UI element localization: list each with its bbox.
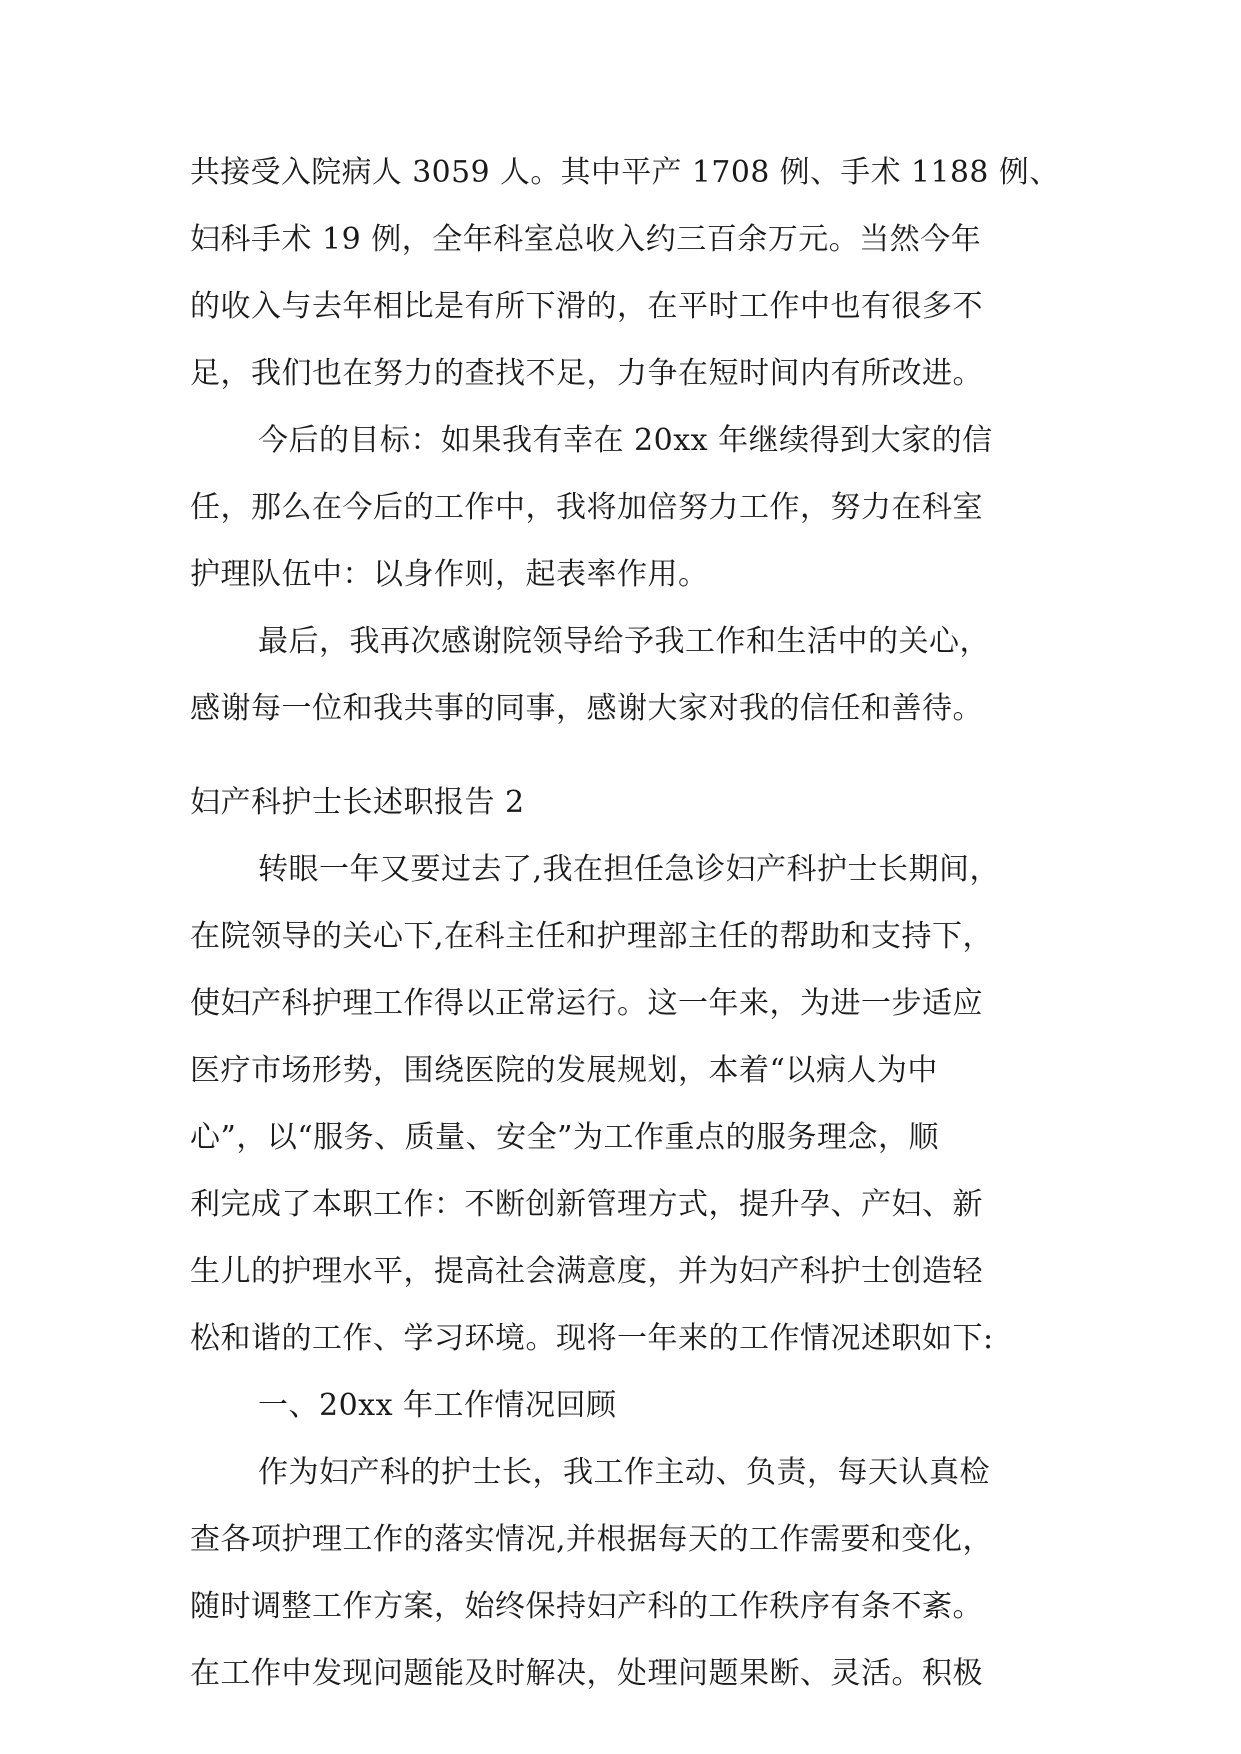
body-line-5: 今后的目标：如果我有幸在 20xx 年继续得到大家的信 bbox=[258, 423, 993, 458]
body-line-4: 足，我们也在努力的查找不足，力争在短时间内有所改进。 bbox=[190, 356, 983, 391]
body-line-1: 共接受入院病人 3059 人。其中平产 1708 例、手术 1188 例、 bbox=[190, 155, 1060, 190]
body-line-6: 任，那么在今后的工作中，我将加倍努力工作，努力在科室 bbox=[190, 490, 983, 525]
body-line-11: 在院领导的关心下,在科主任和护理部主任的帮助和支持下， bbox=[190, 919, 994, 954]
body-line-21: 在工作中发现问题能及时解决，处理问题果断、灵活。积极 bbox=[190, 1656, 983, 1691]
body-line-20: 随时调整工作方案，始终保持妇产科的工作秩序有条不紊。 bbox=[190, 1589, 983, 1624]
body-line-8: 最后，我再次感谢院领导给予我工作和生活中的关心， bbox=[258, 624, 990, 659]
body-line-3: 的收入与去年相比是有所下滑的，在平时工作中也有很多不 bbox=[190, 289, 983, 324]
body-line-19: 查各项护理工作的落实情况,并根据每天的工作需要和变化， bbox=[190, 1522, 994, 1557]
section-title: 妇产科护士长述职报告 2 bbox=[190, 785, 525, 820]
subsection-heading: 一、20xx 年工作情况回顾 bbox=[258, 1388, 617, 1423]
body-line-13: 医疗市场形势，围绕医院的发展规划，本着“以病人为中 bbox=[190, 1053, 938, 1088]
body-line-9: 感谢每一位和我共事的同事，感谢大家对我的信任和善待。 bbox=[190, 691, 983, 726]
body-line-15: 利完成了本职工作：不断创新管理方式，提升孕、产妇、新 bbox=[190, 1187, 983, 1222]
body-line-14: 心”，以“服务、质量、安全”为工作重点的服务理念，顺 bbox=[190, 1120, 940, 1155]
body-line-12: 使妇产科护理工作得以正常运行。这一年来，为进一步适应 bbox=[190, 986, 983, 1021]
body-line-7: 护理队伍中：以身作则，起表率作用。 bbox=[190, 557, 709, 592]
body-line-16: 生儿的护理水平，提高社会满意度，并为妇产科护士创造轻 bbox=[190, 1254, 983, 1289]
body-line-18: 作为妇产科的护士长，我工作主动、负责，每天认真检 bbox=[258, 1455, 990, 1490]
body-line-17: 松和谐的工作、学习环境。现将一年来的工作情况述职如下: bbox=[190, 1321, 994, 1356]
body-line-10: 转眼一年又要过去了,我在担任急诊妇产科护士长期间， bbox=[258, 852, 1001, 887]
body-line-2: 妇科手术 19 例，全年科室总收入约三百余万元。当然今年 bbox=[190, 222, 982, 257]
